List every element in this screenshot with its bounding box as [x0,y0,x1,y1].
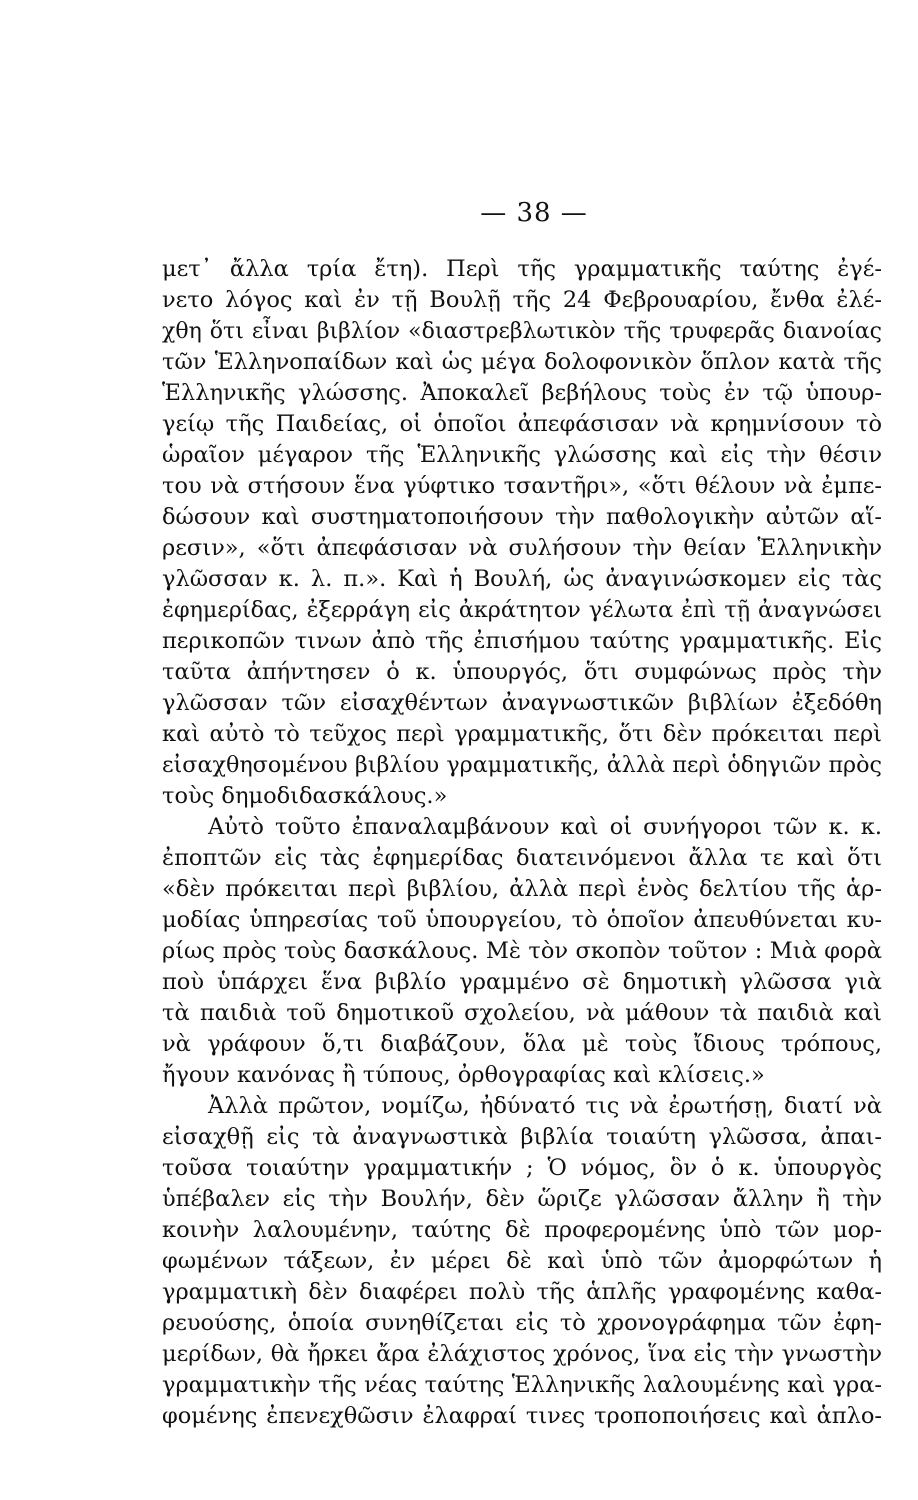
text-line: τοὺς δημοδιδασκάλους.» [162,783,448,809]
text-line: Ἀλλὰ πρῶτον, νομίζω, ἠδύνατό τις νὰ ἐρωτήσῃ, διατί νὰ [208,1093,882,1119]
text-line: ταῦτα ἀπήντησεν ὁ κ. ὑπουργός, ὅτι συμφώνως πρὸς τὴν [162,659,882,685]
text-line: δώσουν καὶ συστηματοποιήσουν τὴν παθολογικὴν αὐτῶν αἵ- [162,504,882,530]
text-line: «δὲν πρόκειται περὶ βιβλίου, ἀλλὰ περὶ ἑνὸς δελτίου τῆς ἁρ- [162,876,882,902]
text-line: νὰ γράφουν ὅ,τι διαβάζουν, ὅλα μὲ τοὺς ἴδιους τρόπους, [162,1031,882,1057]
text-line: ρευούσης, ὁποία συνηθίζεται εἰς τὸ χρονογράφημα τῶν ἐφη- [162,1310,882,1336]
text-line: ὑπέβαλεν εἰς τὴν Βουλήν, δὲν ὥριζε γλῶσσαν ἄλλην ἢ τὴν [162,1186,882,1212]
text-line: καὶ αὐτὸ τὸ τεῦχος περὶ γραμματικῆς, ὅτι δὲν πρόκειται περὶ [162,721,882,747]
text-line: χθη ὅτι εἶναι βιβλίον «διαστρεβλωτικὸν τῆς τρυφερᾶς διανοίας [162,319,882,344]
text-line: μετ᾽ ἄλλα τρία ἔτη). Περὶ τῆς γραμματικῆς ταύτης ἐγέ- [162,256,882,282]
text-line: μερίδων, θὰ ἤρκει ἄρα ἐλάχιστος χρόνος, ἵνα εἰς τὴν γνωστὴν [162,1341,882,1367]
page-number: — 38 — [480,198,588,228]
text-line: γείῳ τῆς Παιδείας, οἱ ὁποῖοι ἀπεφάσισαν νὰ κρημνίσουν τὸ [162,411,882,437]
text-line: γλῶσσαν κ. λ. π.». Καὶ ἡ Βουλή, ὡς ἀναγινώσκομεν εἰς τὰς [162,566,882,592]
text-line: τὰ παιδιὰ τοῦ δημοτικοῦ σχολείου, νὰ μάθουν τὰ παιδιὰ καὶ [162,1000,882,1026]
text-line: νετο λόγος καὶ ἐν τῇ Βουλῇ τῆς 24 Φεβρουαρίου, ἔνθα ἐλέ- [162,287,882,313]
text-line: γραμματικὴ δὲν διαφέρει πολὺ τῆς ἁπλῆς γραφομένης καθα- [162,1279,882,1305]
text-line: εἰσαχθῇ εἰς τὰ ἀναγνωστικὰ βιβλία τοιαύτη γλῶσσα, ἀπαι- [162,1124,882,1150]
text-line: Αὐτὸ τοῦτο ἐπαναλαμβάνουν καὶ οἱ συνήγοροι τῶν κ. κ. [208,814,882,840]
text-line: εἰσαχθησομένου βιβλίου γραμματικῆς, ἀλλὰ περὶ ὁδηγιῶν πρὸς [162,752,882,778]
text-line: κοινὴν λαλουμένην, ταύτης δὲ προφερομένης ὑπὸ τῶν μορ- [162,1217,882,1243]
body-text [162,254,882,1432]
text-line: φωμένων τάξεων, ἐν μέρει δὲ καὶ ὑπὸ τῶν ἀμορφώτων ἡ [162,1248,882,1274]
text-line: ἐποπτῶν εἰς τὰς ἐφημερίδας διατεινόμενοι ἄλλα τε καὶ ὅτι [162,845,882,871]
text-line: Ἑλληνικῆς γλώσσης. Ἀποκαλεῖ βεβήλους τοὺς ἐν τῷ ὑπουρ- [162,380,882,406]
text-line: γλῶσσαν τῶν εἰσαχθέντων ἀναγνωστικῶν βιβλίων ἐξεδόθη [162,690,882,716]
text-line: τοῦσα τοιαύτην γραμματικήν ; Ὁ νόμος, ὃν ὁ κ. ὑπουργὸς [162,1155,882,1181]
text-line: ρεσιν», «ὅτι ἀπεφάσισαν νὰ συλήσουν τὴν θείαν Ἑλληνικὴν [162,535,882,561]
text-line: ὡραῖον μέγαρον τῆς Ἑλληνικῆς γλώσσης καὶ εἰς τὴν θέσιν [162,442,882,468]
text-line: του νὰ στήσουν ἕνα γύφτικο τσαντῆρι», «ὅτι θέλουν νὰ ἐμπε- [162,473,882,499]
text-line: ἐφημερίδας, ἐξερράγη εἰς ἀκράτητον γέλωτα ἐπὶ τῇ ἀναγνώσει [162,597,882,623]
text-line: τῶν Ἑλληνοπαίδων καὶ ὡς μέγα δολοφονικὸν ὅπλον κατὰ τῆς [162,349,882,375]
text-line: γραμματικὴν τῆς νέας ταύτης Ἑλληνικῆς λαλουμένης καὶ γρα- [162,1372,882,1398]
text-line: περικοπῶν τινων ἀπὸ τῆς ἐπισήμου ταύτης γραμματικῆς. Εἰς [162,628,882,654]
text-line: ρίως πρὸς τοὺς δασκάλους. Μὲ τὸν σκοπὸν τοῦτον : Μιὰ φορὰ [162,938,882,964]
text-line: ἤγουν κανόνας ἢ τύπους, ὀρθογραφίας καὶ κλίσεις.» [162,1062,765,1088]
text-line: φομένης ἐπενεχθῶσιν ἐλαφραί τινες τροποποιήσεις καὶ ἁπλο- [162,1403,882,1429]
text-line: μοδίας ὑπηρεσίας τοῦ ὑπουργείου, τὸ ὁποῖον ἀπευθύνεται κυ- [162,907,882,933]
text-line: ποὺ ὑπάρχει ἕνα βιβλίο γραμμένο σὲ δημοτικὴ γλῶσσα γιὰ [162,969,882,995]
